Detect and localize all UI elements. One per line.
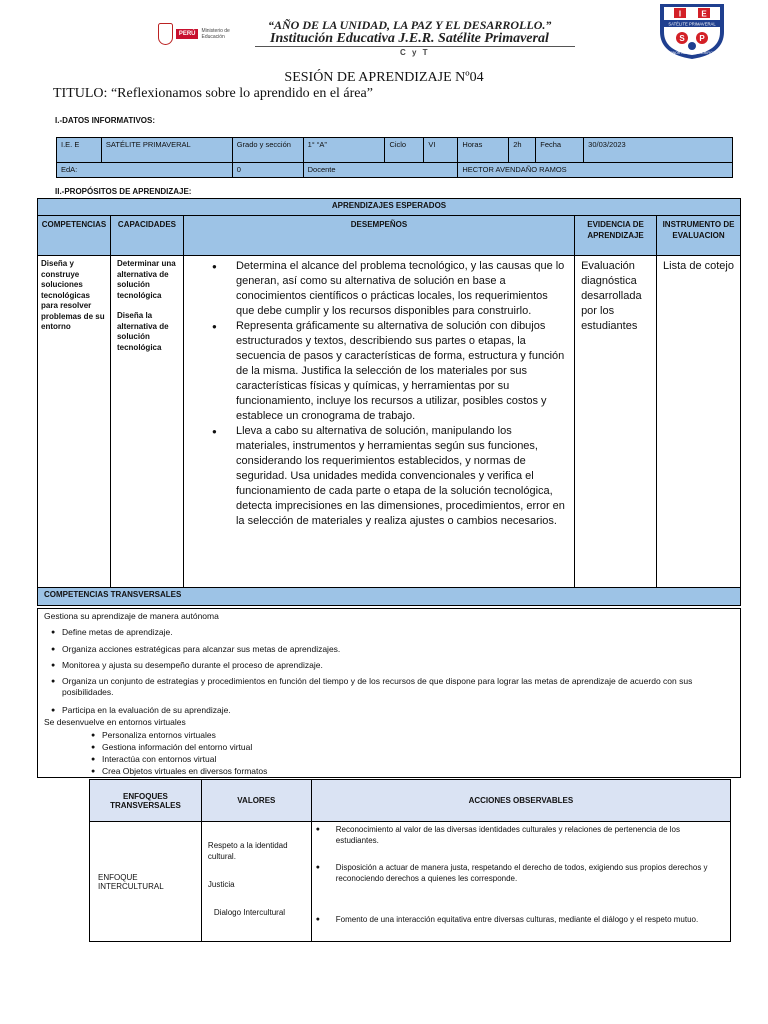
ciclo-value: VI (424, 138, 458, 163)
acciones-cell (311, 822, 730, 942)
section-propositos-heading: II.-PROPÓSITOS DE APRENDIZAJE: (55, 187, 192, 196)
lesson-title (53, 86, 373, 102)
comp2-item: ● Crea Objetos virtuales en diversos formatos (102, 766, 267, 777)
ie-label: I.E. E (57, 138, 102, 163)
desempeno-item: ● Representa gráficamente su alternativa de solución con dibujos estructurados y textos, describiendo sus partes o etapas, la secuencia de pasos y características de forma, estructura y función de la misma. Justifica la selección de los materiales por sus características físicas y químicas, y herramientas por su funcionamiento, incluye los recursos a utilizar, posibles costos y establece un cronograma de trabajo. (236, 319, 568, 424)
comp2-item: ● Interactúa con entornos virtual (102, 754, 216, 765)
comp1-item: ● Define metas de aprendizaje. (62, 627, 173, 638)
crest-letter-p: P (699, 34, 705, 43)
valores-cell (201, 822, 311, 942)
ministry-logo (158, 22, 244, 46)
comp2-item: ● Gestiona información del entorno virtual (102, 742, 252, 753)
session-title: SESIÓN DE APRENDIZAJE Nº04 (284, 70, 484, 85)
comp1-item: ● Monitorea y ajusta su desempeño durante el proceso de aprendizaje. (62, 660, 323, 671)
comp2-title: Se desenvuelve en entornos virtuales (44, 717, 186, 727)
col-enfoques: ENFOQUES TRANSVERSALES (90, 780, 202, 822)
comp1-item: ● Organiza acciones estratégicas para alcanzar sus metas de aprendizajes. (62, 644, 340, 655)
eda-value: 0 (232, 163, 303, 178)
crest-band-text: SATÉLITE PRIMAVERAL (668, 21, 716, 27)
enfoques-table (89, 779, 731, 942)
ministry-name: Ministerio de Educación (201, 28, 230, 40)
institution-name: Institución Educativa J.E.R. Satélite Primaveral (270, 31, 549, 46)
col-instrumento: INSTRUMENTO DE EVALUACION (657, 216, 741, 256)
learning-table (37, 198, 741, 606)
col-evidencia: EVIDENCIA DE APRENDIZAJE (575, 216, 657, 256)
docente-label: Docente (303, 163, 458, 178)
transversales-header: COMPETENCIAS TRANSVERSALES (38, 588, 741, 606)
horas-label: Horas (458, 138, 509, 163)
area-tag: C y T (400, 48, 430, 57)
docente-value: HECTOR AVENDAÑO RAMOS (458, 163, 733, 178)
info-table (56, 137, 733, 178)
eda-label: EdA: (57, 163, 233, 178)
school-crest-icon (656, 2, 728, 60)
capacidad-1: Determinar una alternativa de solución tecnológica (116, 259, 176, 300)
col-competencias: COMPETENCIAS (38, 216, 111, 256)
comp1-title: Gestiona su aprendizaje de manera autónoma (44, 611, 219, 621)
lesson-title-label: TITULO: (53, 86, 108, 101)
header-divider (255, 46, 575, 47)
capacidad-2: Diseña la alternativa de solución tecnológica (116, 311, 169, 352)
transversales-box (37, 608, 741, 778)
crest-letter-s: S (679, 34, 685, 43)
valor-item: Justicia (207, 880, 235, 889)
accion-item: ● Fomento de una interacción equitativa entre diversas culturas, mediante el diálogo y el respeto mutuo. (336, 914, 726, 925)
horas-value: 2h (509, 138, 536, 163)
crest-motto: HONOR LEALTAD SACRIFICIO (667, 51, 717, 55)
year-motto: “AÑO DE LA UNIDAD, LA PAZ Y EL DESARROLLO.” (268, 18, 552, 32)
grado-value: 1° “A” (303, 138, 385, 163)
accion-item: ● Disposición a actuar de manera justa, respetando el derecho de todos, exigiendo sus propios derechos y reconociendo derechos a quienes les corresponde. (336, 862, 718, 884)
crest-letter-e: E (701, 9, 707, 19)
section-datos-heading: I.-DATOS INFORMATIVOS: (55, 116, 155, 125)
desempeno-item: ● Determina el alcance del problema tecnológico, y las causas que lo generan, así como su alternativa de solución en base a conocimientos científicos o prácticas locales, los requerimientos que debe cumplir y los recursos disponibles para construirlo. (236, 259, 568, 319)
aprendizajes-header: APRENDIZAJES ESPERADOS (38, 199, 741, 216)
comp1-item: ● Organiza un conjunto de estrategias y procedimientos en función del tiempo y de los recursos de que dispone para lograr las metas de aprendizaje de acuerdo con sus posibilidades. (62, 676, 734, 698)
col-valores: VALORES (201, 780, 311, 822)
desempeno-item: ● Lleva a cabo su alternativa de solución, manipulando los materiales, instrumentos y herramientas según sus funciones, considerando los requerimientos establecidos, y normas de seguridad. Usa unidades medida convencionales y verifica el funcionamiento de cada parte o etapa de la solución tecnológica, detecta imprecisiones en las dimensiones, procedimientos, error en la selección de materiales y realiza ajustes o cambios necesarios. (236, 424, 568, 529)
col-desempenos: DESEMPEÑOS (183, 216, 574, 256)
ciclo-label: Ciclo (385, 138, 424, 163)
peru-shield-icon (158, 23, 173, 45)
instrumento-cell: Lista de cotejo (657, 256, 741, 588)
valor-item: Respeto a la identidad cultural. (207, 841, 288, 861)
grado-label: Grado y sección (232, 138, 303, 163)
ie-value: SATÉLITE PRIMAVERAL (101, 138, 232, 163)
comp2-item: ● Personaliza entornos virtuales (102, 730, 216, 741)
capacidades-cell (110, 256, 183, 588)
valor-item: Dialogo Intercultural (213, 908, 286, 917)
enfoque-cell: ENFOQUE INTERCULTURAL (90, 822, 202, 942)
fecha-label: Fecha (536, 138, 584, 163)
col-acciones: ACCIONES OBSERVABLES (311, 780, 730, 822)
col-capacidades: CAPACIDADES (110, 216, 183, 256)
competencia-cell: Diseña y construye soluciones tecnológicas para resolver problemas de su entorno (38, 256, 111, 588)
desempenos-list (214, 259, 568, 529)
desempenos-cell (183, 256, 574, 588)
accion-item: ● Reconocimiento al valor de las diversas identidades culturales y relaciones de pertenencia de los estudiantes. (336, 824, 716, 846)
lesson-title-text: “Reflexionamos sobre lo aprendido en el área” (110, 86, 373, 101)
evidencia-cell: Evaluación diagnóstica desarrollada por los estudiantes (575, 256, 657, 588)
ministry-short: PERÚ (176, 29, 199, 39)
fecha-value: 30/03/2023 (584, 138, 733, 163)
comp1-item: ● Participa en la evaluación de su aprendizaje. (62, 705, 231, 716)
crest-letter-i: I (678, 9, 682, 19)
